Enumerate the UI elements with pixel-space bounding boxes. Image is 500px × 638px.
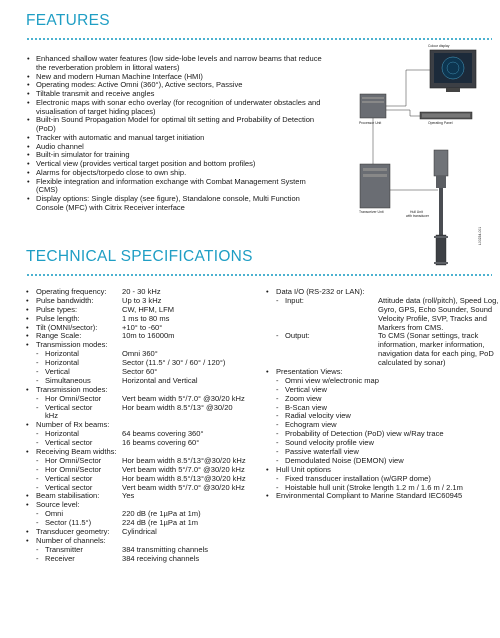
spec-key: Horizontal (45, 358, 79, 368)
bullet: • (266, 287, 269, 296)
spec-key: Radial velocity view (285, 411, 351, 421)
dash: - (276, 375, 279, 385)
spec-key: Sound velocity profile view (285, 438, 374, 448)
diagram-code: L00234-001 (478, 226, 482, 245)
specs-heading: TECHNICAL SPECIFICATIONS (26, 248, 253, 265)
spec-key: Omni view w/electronic map (285, 375, 379, 385)
dash: - (276, 447, 279, 457)
dash: - (276, 384, 279, 394)
spec-key: Presentation Views: (276, 367, 343, 377)
bullet: • (26, 420, 29, 430)
spec-value: To CMS (Sonar settings, track (378, 331, 479, 341)
with-transducer-label: with transducer (406, 214, 429, 218)
dash: - (36, 509, 39, 519)
spec-value: navigation data for each ping, PoD (378, 349, 494, 359)
feature-item: • Alarms for objects/torpedo close to own ship. (26, 169, 326, 178)
spec-value: 1 ms to 80 ms (122, 313, 170, 323)
spec-key: Receiving Beam widths: (36, 447, 117, 457)
dash: - (36, 473, 39, 483)
spec-value: 16 beams covering 60° (122, 438, 200, 448)
spec-value: 224 dB (re 1µPa at 1m (122, 518, 199, 528)
spec-key: B-Scan view (285, 402, 327, 412)
bullet: • (266, 367, 269, 377)
spec-key: Passive waterfall view (285, 447, 359, 457)
transceiver-unit-label: Transceiver Unit (359, 210, 384, 214)
bullet: • (26, 322, 29, 332)
spec-key: Hor Omni/Sector (45, 393, 102, 403)
bullet: • (266, 491, 269, 501)
spec-value: 220 dB (re 1µPa at 1m) (122, 509, 201, 519)
spec-key: Horizontal (45, 349, 79, 359)
spec-value: information, marker information, (378, 340, 485, 350)
spec-value: CW, HFM, LFM (122, 304, 174, 314)
spec-key: Vertical sector (45, 402, 93, 412)
spec-row (266, 492, 496, 501)
spec-key: Environmental Compliant to Marine Standard IEC60945 (276, 491, 463, 501)
spec-key: Tilt (OMNI/sector): (36, 322, 98, 332)
dash: - (276, 482, 279, 492)
spec-value: Yes (122, 491, 135, 501)
spec-key: Hor Omni/Sector (45, 455, 102, 465)
spec-value: Markers from CMS. (378, 322, 444, 332)
spec-key: Fixed transducer installation (w/GRP dome) (285, 473, 431, 483)
dash: - (36, 367, 39, 377)
spec-value: 64 beams covering 360° (122, 429, 204, 439)
spec-key: Vertical sector (45, 473, 93, 483)
feature-item: • Tiltable transmit and receive angles (26, 90, 326, 99)
spec-value: Vert beam width 5°/7.0° @30/20 kHz (122, 482, 245, 492)
spec-key: Transmitter (45, 544, 83, 554)
spec-key: Range Scale: (36, 331, 82, 341)
spec-key: Omni (45, 509, 64, 519)
dash: - (36, 429, 39, 439)
dash: - (276, 429, 279, 439)
colour-display-label: Colour display (428, 44, 450, 48)
dash: - (276, 393, 279, 403)
specs-left-column (26, 288, 266, 564)
bullet: • (26, 295, 29, 305)
spec-key: Number of Rx beams: (36, 420, 110, 430)
spec-value: Velocity Profile, SVP, Tracks and (378, 313, 487, 323)
spec-key: Source level: (36, 500, 80, 510)
spec-key: Hoistable hull unit (Stroke length 1.2 m / 1.6 m / 2.1m (285, 482, 463, 492)
feature-item: • Audio channel (26, 143, 326, 152)
features-list (26, 55, 326, 213)
bullet: • (26, 287, 29, 296)
dash: - (276, 473, 279, 483)
dash: - (36, 455, 39, 465)
dash: - (36, 553, 39, 563)
spec-value: Gyro, GPS, Echo Sounder, Sound (378, 304, 493, 314)
spec-key: Vertical (45, 367, 70, 377)
bullet: • (26, 384, 29, 394)
feature-item: • Built-in simulator for training (26, 151, 326, 160)
spec-key: Simultaneous (45, 375, 91, 385)
dash: - (36, 544, 39, 554)
feature-item: • New and modern Human Machine Interface (HMI) (26, 73, 326, 82)
spec-key: Transmission modes: (36, 340, 108, 350)
specs-divider (26, 274, 492, 276)
dash: - (36, 518, 39, 528)
dash: - (36, 402, 39, 412)
feature-item: • Operating modes: Active Omni (360°), Active sectors, Passive (26, 81, 326, 90)
spec-key: Data I/O (RS-232 or LAN): (276, 287, 365, 296)
operating-panel-label: Operating Panel (428, 121, 453, 125)
feature-item: • Built-in Sound Propagation Model for optimal tilt setting and Probability of Detection (PoD) (26, 116, 326, 134)
dash: - (36, 482, 39, 492)
spec-value: Hor beam width 8.5°/13°@30/20 kHz (122, 455, 246, 465)
spec-key: Zoom view (285, 393, 322, 403)
spec-key: Vertical view (285, 384, 327, 394)
system-diagram-drawing (350, 40, 495, 270)
bullet: • (26, 535, 29, 545)
spec-value: Vert beam width 5°/7.0° @30/20 kHz (122, 393, 245, 403)
dash: - (36, 358, 39, 368)
spec-value: calculated by sonar) (378, 358, 446, 368)
spec-value: 10m to 16000m (122, 331, 175, 341)
spec-key: Sector (11.5°) (45, 518, 92, 528)
spec-value: Sector (11.5° / 30° / 60° / 120°) (122, 358, 226, 368)
feature-item: • Electronic maps with sonar echo overlay (for recognition of underwater obstacles and visualisation of target hiding places) (26, 99, 326, 117)
feature-item: • Display options: Single display (see figure), Standalone console, Multi Function Console (MFC) with Citrix Receiver interface (26, 195, 326, 213)
spec-value: Up to 3 kHz (122, 295, 162, 305)
spec-key: kHz (45, 411, 58, 421)
spec-key: Hull Unit options (276, 464, 331, 474)
dash: - (36, 438, 39, 448)
feature-item: • Tracker with automatic and manual target initiation (26, 134, 326, 143)
spec-value: Hor beam width 8.5°/13° @30/20 (122, 402, 233, 412)
bullet: • (26, 500, 29, 510)
spec-key: Receiver (45, 553, 75, 563)
spec-value: +10° to -60° (122, 322, 163, 332)
spec-key: Pulse types: (36, 304, 78, 314)
spec-key: Operating frequency: (36, 287, 107, 296)
spec-key: Vertical sector (45, 438, 93, 448)
dash: - (276, 295, 279, 305)
dash: - (276, 455, 279, 465)
spec-value: Attitude data (roll/pitch), Speed Log, (378, 295, 499, 305)
bullet: • (266, 464, 269, 474)
spec-key: Beam stabilisation: (36, 491, 100, 501)
bullet: • (26, 340, 29, 350)
dash: - (36, 393, 39, 403)
spec-key: Demodulated Noise (DEMON) view (285, 455, 404, 465)
bullet: • (26, 527, 29, 537)
spec-key: Probability of Detection (PoD) view w/Ray trace (285, 429, 444, 439)
bullet: • (26, 447, 29, 457)
spec-row (26, 555, 266, 564)
spec-row (26, 404, 266, 413)
dash: - (276, 438, 279, 448)
dash: - (276, 331, 279, 341)
dash: - (36, 349, 39, 359)
spec-key: Input: (285, 295, 304, 305)
system-diagram (350, 40, 495, 270)
spec-key: Output: (285, 331, 310, 341)
spec-key: Hor Omni/Sector (45, 464, 102, 474)
specs-right-column (266, 287, 499, 501)
spec-key: Horizontal (45, 429, 79, 439)
spec-key: Pulse length: (36, 313, 80, 323)
dash: - (36, 464, 39, 474)
bullet: • (26, 491, 29, 501)
processor-unit-label: Processor Unit (359, 121, 382, 125)
feature-item: • Vertical view (provides vertical target position and bottom profiles) (26, 160, 326, 169)
hull-unit-label: Hull Unit (410, 210, 423, 214)
dash: - (276, 420, 279, 430)
spec-key: Number of channels: (36, 535, 106, 545)
dash: - (276, 411, 279, 421)
spec-value: Hor beam width 8.5°/13°@30/20 kHz (122, 473, 246, 483)
bullet: • (26, 331, 29, 341)
spec-key: Pulse bandwidth: (36, 295, 94, 305)
bullet: • (26, 304, 29, 314)
spec-value: Horizontal and Vertical (122, 375, 198, 385)
spec-key: Transmission modes: (36, 384, 108, 394)
dash: - (276, 402, 279, 412)
spec-value: Vert beam width 5°/7.0° @30/20 kHz (122, 464, 245, 474)
spec-value: 20 - 30 kHz (122, 287, 161, 296)
feature-item: • Enhanced shallow water features (low side-lobe levels and narrow beams that reduce the reverberation problem in littoral waters) (26, 55, 326, 73)
bullet: • (26, 313, 29, 323)
spec-value: Omni 360° (122, 349, 158, 359)
spec-value: Sector 60° (122, 367, 158, 377)
dash: - (36, 375, 39, 385)
spec-value: Cylindrical (122, 527, 157, 537)
features-heading: FEATURES (26, 12, 110, 29)
feature-item: • Flexible integration and information exchange with Combat Management System (CMS) (26, 178, 326, 196)
spec-key: Echogram view (285, 420, 337, 430)
spec-value: 384 transmitting channels (122, 544, 209, 554)
spec-key: Transducer geometry: (36, 527, 110, 537)
spec-value: 384 receiving channels (122, 553, 200, 563)
spec-key: Vertical sector (45, 482, 93, 492)
